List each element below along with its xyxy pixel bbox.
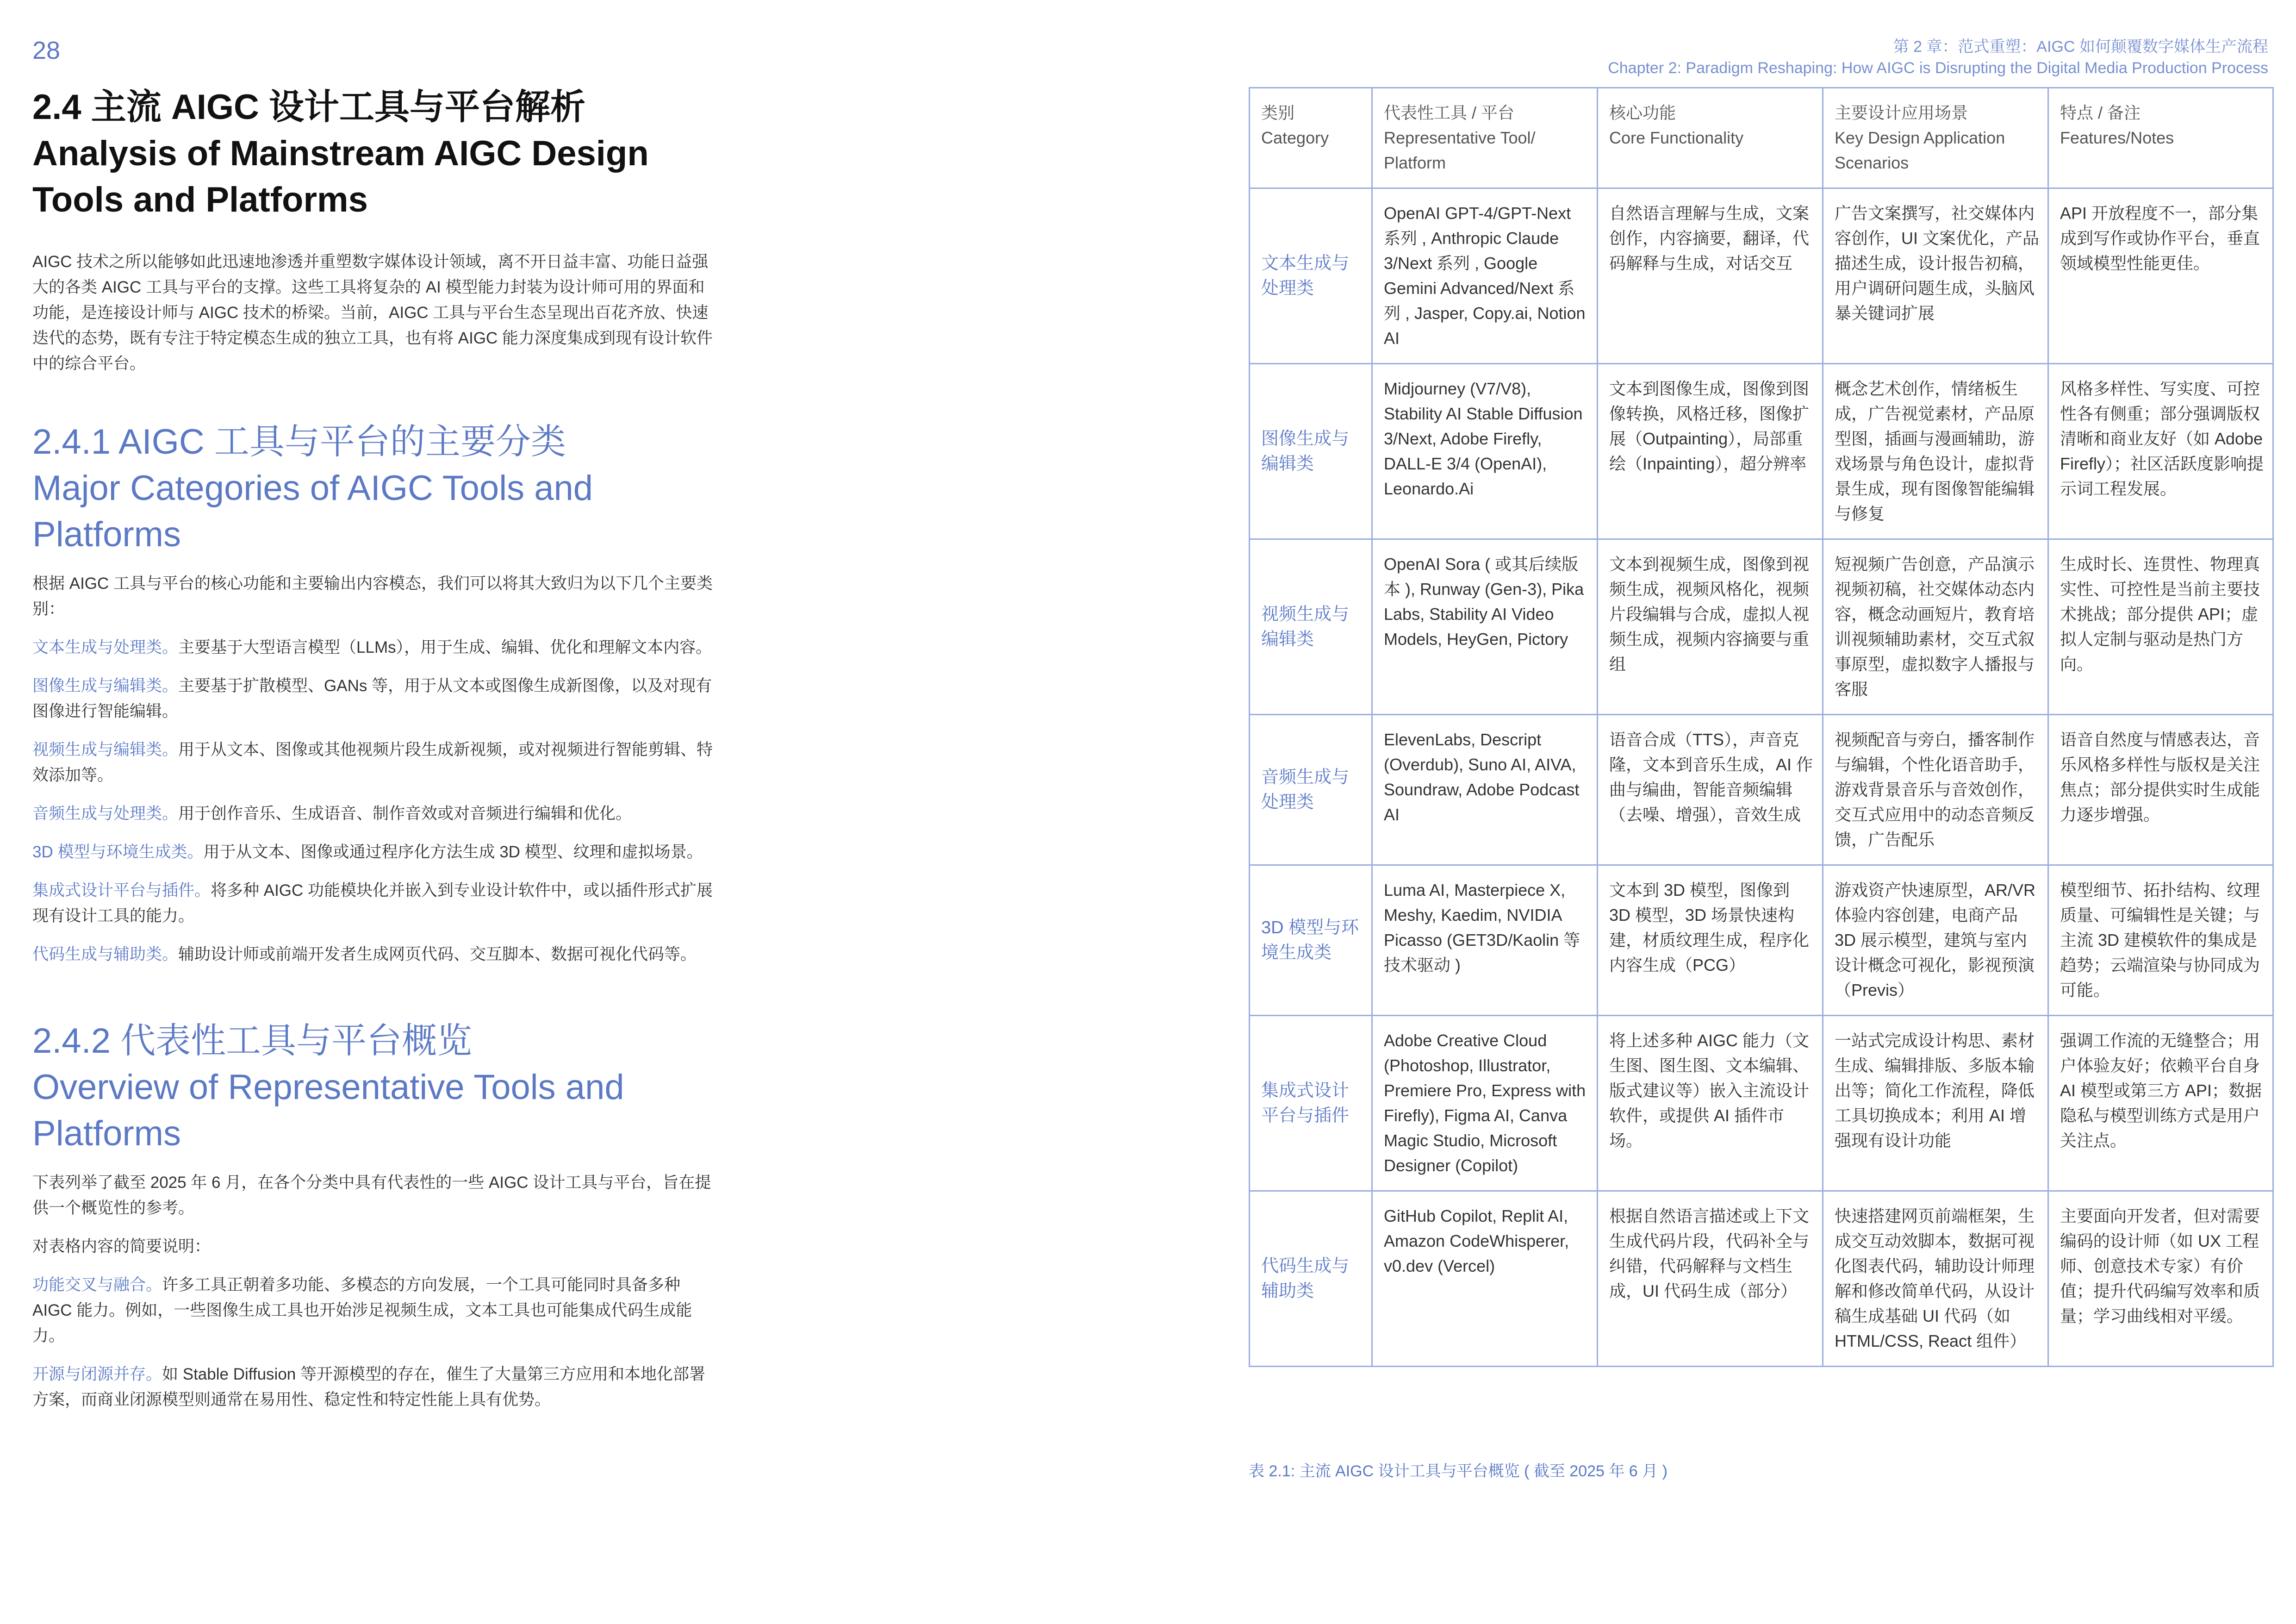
- category-item: [32, 801, 717, 826]
- header-en: Key Design Application Scenarios: [1835, 128, 2005, 172]
- cell-tools: OpenAI GPT-4/GPT-Next 系列 , Anthropic Claude 3/Next 系列 , Google Gemini Advanced/Next 系列 , Jasper, Copy.ai, Notion AI: [1372, 188, 1598, 364]
- cell-scenarios: 视频配音与旁白，播客制作与编辑，个性化语音助手，游戏背景音乐与音效创作，交互式应用中的动态音频反馈，广告配乐: [1823, 715, 2048, 865]
- cell-scenarios: 一站式完成设计构思、素材生成、编辑排版、多版本输出等；简化工作流程，降低工具切换成本；利用 AI 增强现有设计功能: [1823, 1016, 2048, 1191]
- table-caption: 表 2.1: 主流 AIGC 设计工具与平台概览 ( 截至 2025 年 6 月 ): [1249, 1462, 1668, 1480]
- table-row: [1250, 715, 2273, 865]
- cell-notes: 生成时长、连贯性、物理真实性、可控性是当前主要技术挑战；部分提供 API；虚拟人定制与驱动是热门方向。: [2048, 539, 2273, 715]
- category-item: [32, 839, 717, 865]
- category-item: [32, 878, 717, 929]
- category-desc: 辅助设计师或前端开发者生成网页代码、交互脚本、数据可视化代码等。: [178, 945, 697, 963]
- cell-function: 自然语言理解与生成，文案创作，内容摘要，翻译，代码解释与生成，对话交互: [1598, 188, 1823, 364]
- header-cn: 特点 / 备注: [2060, 103, 2141, 122]
- category-item: [32, 673, 717, 724]
- header-en: Category: [1261, 128, 1329, 147]
- running-header-en: Chapter 2: Paradigm Reshaping: How AIGC is Disrupting the Digital Media Production Process: [1608, 59, 2268, 77]
- cell-scenarios: 短视频广告创意，产品演示视频初稿，社交媒体动态内容，概念动画短片，教育培训视频辅助素材，交互式叙事原型，虚拟数字人播报与客服: [1823, 539, 2048, 715]
- note-term: 功能交叉与融合。: [32, 1276, 162, 1294]
- subsection-title-2-en: Overview of Representative Tools and Platforms: [32, 1068, 624, 1153]
- category-term: 集成式设计平台与插件。: [32, 881, 211, 899]
- tools-table: [1249, 87, 2274, 1367]
- category-term: 代码生成与辅助类。: [32, 945, 179, 963]
- category-desc: 用于创作音乐、生成语音、制作音效或对音频进行编辑和优化。: [178, 805, 632, 823]
- header-en: Representative Tool/ Platform: [1384, 128, 1536, 172]
- cell-notes: 主要面向开发者，但对需要编码的设计师（如 UX 工程师、创意技术专家）有价值；提升代码编写效率和质量；学习曲线相对平缓。: [2048, 1191, 2273, 1367]
- header-scenarios: [1823, 88, 2048, 188]
- subsection-title-1: [32, 419, 717, 558]
- header-function: [1598, 88, 1823, 188]
- category-desc: 将多种 AIGC 功能模块化并嵌入到专业设计软件中，或以插件形式扩展现有设计工具的能力。: [32, 881, 713, 925]
- table-row: [1250, 364, 2273, 539]
- section-title-en: Analysis of Mainstream AIGC Design Tools and Platforms: [32, 134, 649, 219]
- cell-category: 视频生成与编辑类: [1250, 539, 1372, 715]
- cell-category: 代码生成与辅助类: [1250, 1191, 1372, 1367]
- header-en: Core Functionality: [1609, 128, 1744, 147]
- category-term: 图像生成与编辑类。: [32, 677, 179, 695]
- cell-notes: 风格多样性、写实度、可控性各有侧重；部分强调版权清晰和商业友好（如 Adobe Firefly）；社区活跃度影响提示词工程发展。: [2048, 364, 2273, 539]
- table-row: [1250, 1016, 2273, 1191]
- subsection-title-2-cn: 2.4.2 代表性工具与平台概览: [32, 1021, 473, 1061]
- cell-function: 文本到图像生成，图像到图像转换，风格迁移，图像扩展（Outpainting），局部重绘（Inpainting），超分辨率: [1598, 364, 1823, 539]
- cell-category: 音频生成与处理类: [1250, 715, 1372, 865]
- note-term: 开源与闭源并存。: [32, 1365, 162, 1383]
- header-tools: [1372, 88, 1598, 188]
- overview-lead-2: 对表格内容的简要说明：: [32, 1237, 211, 1255]
- category-term: 视频生成与编辑类。: [32, 741, 179, 759]
- cell-category: 文本生成与处理类: [1250, 188, 1372, 364]
- cell-notes: API 开放程度不一，部分集成到写作或协作平台，垂直领域模型性能更佳。: [2048, 188, 2273, 364]
- header-en: Features/Notes: [2060, 128, 2174, 147]
- header-notes: [2048, 88, 2273, 188]
- header-cn: 类别: [1261, 103, 1295, 122]
- header-category: [1250, 88, 1372, 188]
- tools-table-wrapper: [1249, 87, 2274, 1367]
- page-number: 28: [32, 37, 61, 64]
- category-term: 3D 模型与环境生成类。: [32, 843, 204, 861]
- note-item: [32, 1362, 717, 1412]
- category-desc: 主要基于大型语言模型（LLMs），用于生成、编辑、优化和理解文本内容。: [178, 638, 712, 656]
- category-item: [32, 942, 717, 967]
- cell-function: 语音合成（TTS），声音克隆，文本到音乐生成，AI 作曲与编曲，智能音频编辑（去噪、增强），音效生成: [1598, 715, 1823, 865]
- left-column: [32, 84, 717, 1412]
- cell-tools: Midjourney (V7/V8), Stability AI Stable Diffusion 3/Next, Adobe Firefly, DALL-E 3/4 (OpenAI), Leonardo.Ai: [1372, 364, 1598, 539]
- header-cn: 代表性工具 / 平台: [1384, 103, 1515, 122]
- cell-category: 集成式设计平台与插件: [1250, 1016, 1372, 1191]
- table-header-row: [1250, 88, 2273, 188]
- cell-function: 文本到 3D 模型，图像到 3D 模型，3D 场景快速构建，材质纹理生成，程序化内容生成（PCG）: [1598, 865, 1823, 1016]
- header-cn: 核心功能: [1609, 103, 1676, 122]
- cell-notes: 强调工作流的无缝整合；用户体验友好；依赖平台自身 AI 模型或第三方 API；数据隐私与模型训练方式是用户关注点。: [2048, 1016, 2273, 1191]
- cell-category: 图像生成与编辑类: [1250, 364, 1372, 539]
- cell-tools: GitHub Copilot, Replit AI, Amazon CodeWhisperer, v0.dev (Vercel): [1372, 1191, 1598, 1367]
- table-row: [1250, 539, 2273, 715]
- cell-function: 将上述多种 AIGC 能力（文生图、图生图、文本编辑、版式建议等）嵌入主流设计软件，或提供 AI 插件市场。: [1598, 1016, 1823, 1191]
- cell-category: 3D 模型与环境生成类: [1250, 865, 1372, 1016]
- cell-scenarios: 游戏资产快速原型，AR/VR 体验内容创建，电商产品 3D 展示模型，建筑与室内设计概念可视化，影视预演（Previs）: [1823, 865, 2048, 1016]
- cell-function: 文本到视频生成，图像到视频生成，视频风格化，视频片段编辑与合成，虚拟人视频生成，视频内容摘要与重组: [1598, 539, 1823, 715]
- intro-paragraph: AIGC 技术之所以能够如此迅速地渗透并重塑数字媒体设计领域，离不开日益丰富、功能日益强大的各类 AIGC 工具与平台的支撑。这些工具将复杂的 AI 模型能力封装为设计师可用的界面和功能，是连接设计师与 AIGC 技术的桥梁。当前，AIGC 工具与平台生态呈现出百花齐放、快速迭代的态势，既有专注于特定模态生成的独立工具，也有将 AIGC 能力深度集成到现有设计软件中的综合平台。: [32, 253, 713, 373]
- overview-lead: 下表列举了截至 2025 年 6 月，在各个分类中具有代表性的一些 AIGC 设计工具与平台，旨在提供一个概览性的参考。: [32, 1174, 711, 1217]
- cell-scenarios: 广告文案撰写，社交媒体内容创作，UI 文案优化，产品描述生成，设计报告初稿，用户调研问题生成，头脑风暴关键词扩展: [1823, 188, 2048, 364]
- note-desc: 许多工具正朝着多功能、多模态的方向发展，一个工具可能同时具备多种 AIGC 能力。例如，一些图像生成工具也开始涉足视频生成，文本工具也可能集成代码生成能力。: [32, 1276, 692, 1345]
- cell-notes: 模型细节、拓扑结构、纹理质量、可编辑性是关键；与主流 3D 建模软件的集成是趋势；云端渲染与协同成为可能。: [2048, 865, 2273, 1016]
- cell-scenarios: 快速搭建网页前端框架，生成交互动效脚本，数据可视化图表代码，辅助设计师理解和修改简单代码，从设计稿生成基础 UI 代码（如 HTML/CSS, React 组件）: [1823, 1191, 2048, 1367]
- table-row: [1250, 865, 2273, 1016]
- table-row: [1250, 188, 2273, 364]
- note-desc: 如 Stable Diffusion 等开源模型的存在，催生了大量第三方应用和本地化部署方案，而商业闭源模型则通常在易用性、稳定性和特定性能上具有优势。: [32, 1365, 705, 1409]
- category-term: 文本生成与处理类。: [32, 638, 179, 656]
- cell-scenarios: 概念艺术创作，情绪板生成，广告视觉素材，产品原型图，插画与漫画辅助，游戏场景与角色设计，虚拟背景生成，现有图像智能编辑与修复: [1823, 364, 2048, 539]
- category-desc: 主要基于扩散模型、GANs 等，用于从文本或图像生成新图像，以及对现有图像进行智能编辑。: [32, 677, 712, 720]
- category-desc: 用于从文本、图像或通过程序化方法生成 3D 模型、纹理和虚拟场景。: [203, 843, 703, 861]
- subsection-title-1-en: Major Categories of AIGC Tools and Platforms: [32, 468, 593, 554]
- table-row: [1250, 1191, 2273, 1367]
- cell-function: 根据自然语言描述或上下文生成代码片段，代码补全与纠错，代码解释与文档生成，UI 代码生成（部分）: [1598, 1191, 1823, 1367]
- section-title: [32, 84, 717, 223]
- category-item: [32, 737, 717, 788]
- category-item: [32, 635, 717, 660]
- cell-notes: 语音自然度与情感表达，音乐风格多样性与版权是关注焦点；部分提供实时生成能力逐步增强。: [2048, 715, 2273, 865]
- category-desc: 用于从文本、图像或其他视频片段生成新视频，或对视频进行智能剪辑、特效添加等。: [32, 741, 713, 784]
- subsection-title-1-cn: 2.4.1 AIGC 工具与平台的主要分类: [32, 422, 566, 462]
- category-lead: 根据 AIGC 工具与平台的核心功能和主要输出内容模态，我们可以将其大致归为以下几个主要类别：: [32, 575, 713, 618]
- subsection-title-2: [32, 1018, 717, 1157]
- section-title-cn: 2.4 主流 AIGC 设计工具与平台解析: [32, 87, 585, 127]
- cell-tools: ElevenLabs, Descript (Overdub), Suno AI, AIVA, Soundraw, Adobe Podcast AI: [1372, 715, 1598, 865]
- cell-tools: OpenAI Sora ( 或其后续版本 ), Runway (Gen-3), Pika Labs, Stability AI Video Models, HeyGen, Pictory: [1372, 539, 1598, 715]
- running-header: [1608, 36, 2268, 79]
- category-term: 音频生成与处理类。: [32, 805, 179, 823]
- header-cn: 主要设计应用场景: [1835, 103, 1968, 122]
- note-item: [32, 1272, 717, 1349]
- running-header-cn: 第 2 章：范式重塑：AIGC 如何颠覆数字媒体生产流程: [1893, 38, 2268, 56]
- cell-tools: Adobe Creative Cloud (Photoshop, Illustrator, Premiere Pro, Express with Firefly), Figma AI, Canva Magic Studio, Microsoft Designer (Copilot): [1372, 1016, 1598, 1191]
- cell-tools: Luma AI, Masterpiece X, Meshy, Kaedim, NVIDIA Picasso (GET3D/Kaolin 等技术驱动 ): [1372, 865, 1598, 1016]
